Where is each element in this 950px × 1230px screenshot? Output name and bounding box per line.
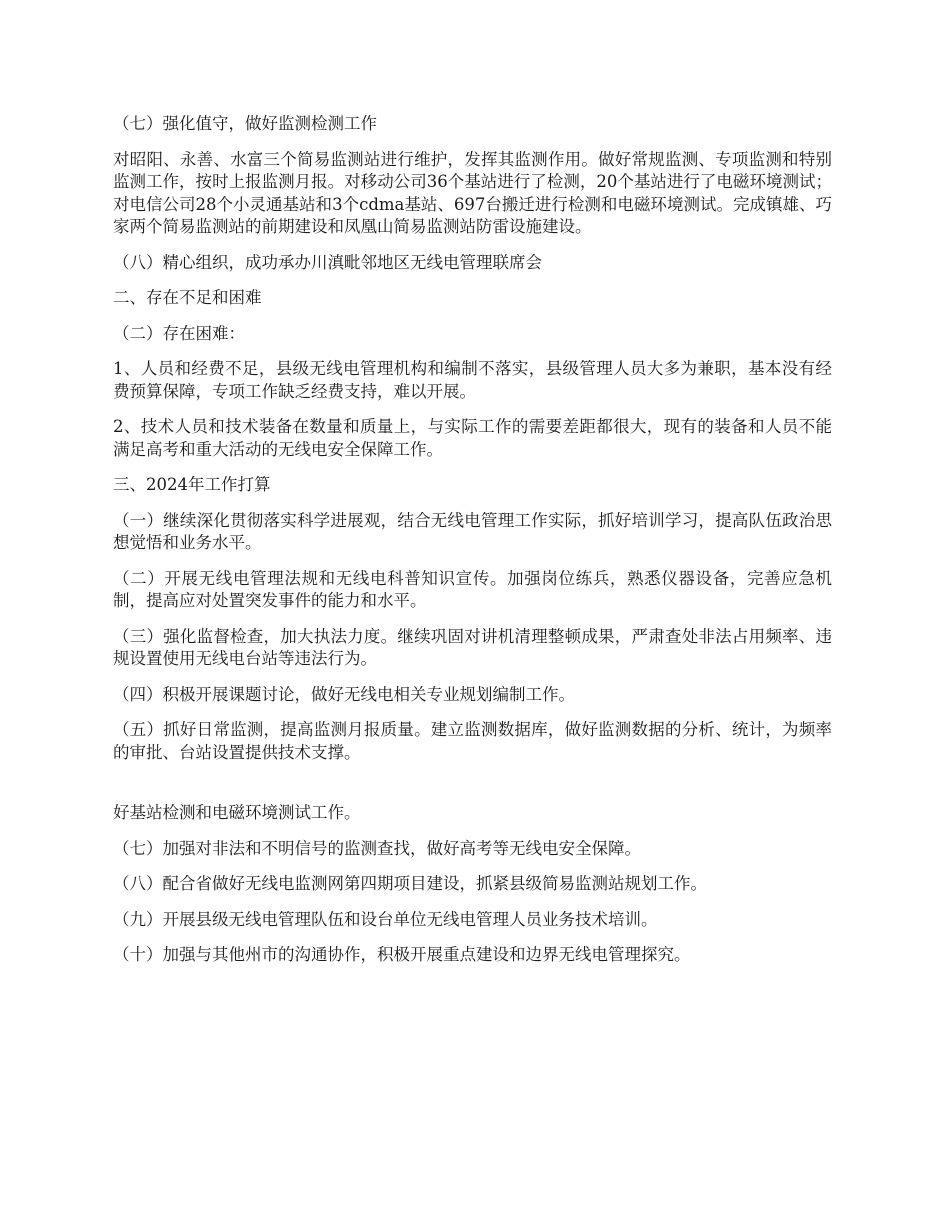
plan-item-10: （十）加强与其他州市的沟通协作，积极开展重点建设和边界无线电管理探究。 — [113, 945, 691, 964]
continuation-line: 好基站检测和电磁环境测试工作。 — [113, 803, 361, 822]
subsection-difficulties: （二）存在困难： — [113, 323, 245, 343]
plan-item-8: （八）配合省做好无线电监测网第四期项目建设，抓紧县级简易监测站规划工作。 — [113, 874, 707, 893]
plan-item-2: （二）开展无线电管理法规和无线电科普知识宣传。加强岗位练兵，熟悉仪器设备，完善应急机制，提高应对处置突发事件的能力和水平。 — [113, 568, 832, 610]
heading-seven-duty: （七）强化值守，做好监测检测工作 — [113, 114, 377, 133]
plan-item-4: （四）积极开展课题讨论，做好无线电相关专业规划编制工作。 — [113, 684, 575, 704]
plan-item-5: （五）抓好日常监测，提高监测月报质量。建立监测数据库，做好监测数据的分析、统计，为频率的审批、台站设置提供技术支撑。 — [113, 720, 832, 762]
difficulty-item-2: 2、技术人员和技术装备在数量和质量上，与实际工作的需要差距都很大，现有的装备和人员不能满足高考和重大活动的无线电安全保障工作。 — [113, 417, 832, 459]
page-gap — [113, 777, 832, 802]
plan-item-1: （一）继续深化贯彻落实科学进展观，结合无线电管理工作实际，抓好培训学习，提高队伍政治思想觉悟和业务水平。 — [113, 510, 832, 552]
heading-eight-joint-meeting: （八）精心组织，成功承办川滇毗邻地区无线电管理联席会 — [113, 252, 542, 272]
difficulty-item-1: 1、人员和经费不足，县级无线电管理机构和编制不落实，县级管理人员大多为兼职，基本没有经费预算保障，专项工作缺乏经费支持，难以开展。 — [113, 359, 832, 401]
plan-item-3: （三）强化监督检查，加大执法力度。继续巩固对讲机清理整顿成果，严肃查处非法占用频率、违规设置使用无线电台站等违法行为。 — [113, 626, 832, 668]
section-two-title: 二、存在不足和困难 — [113, 288, 262, 307]
section-three-title: 三、2024年工作打算 — [113, 475, 271, 494]
paragraph-monitoring-stations: 对昭阳、永善、水富三个简易监测站进行维护，发挥其监测作用。做好常规监测、专项监测和特别监测工作，按时上报监测月报。对移动公司36个基站进行了检测，20个基站进行了电磁环境测试；对电信公司28个小灵通基站和3个cdma基站、697台搬迁进行检测和电磁环境测试。完成镇雄、巧家两个简易监测站的前期建设和凤凰山简易监测站防雷设施建设。 — [113, 149, 832, 236]
plan-item-9: （九）开展县级无线电管理队伍和设台单位无线电管理人员业务技术培训。 — [113, 909, 658, 929]
plan-item-7: （七）加强对非法和不明信号的监测查找，做好高考等无线电安全保障。 — [113, 838, 641, 858]
